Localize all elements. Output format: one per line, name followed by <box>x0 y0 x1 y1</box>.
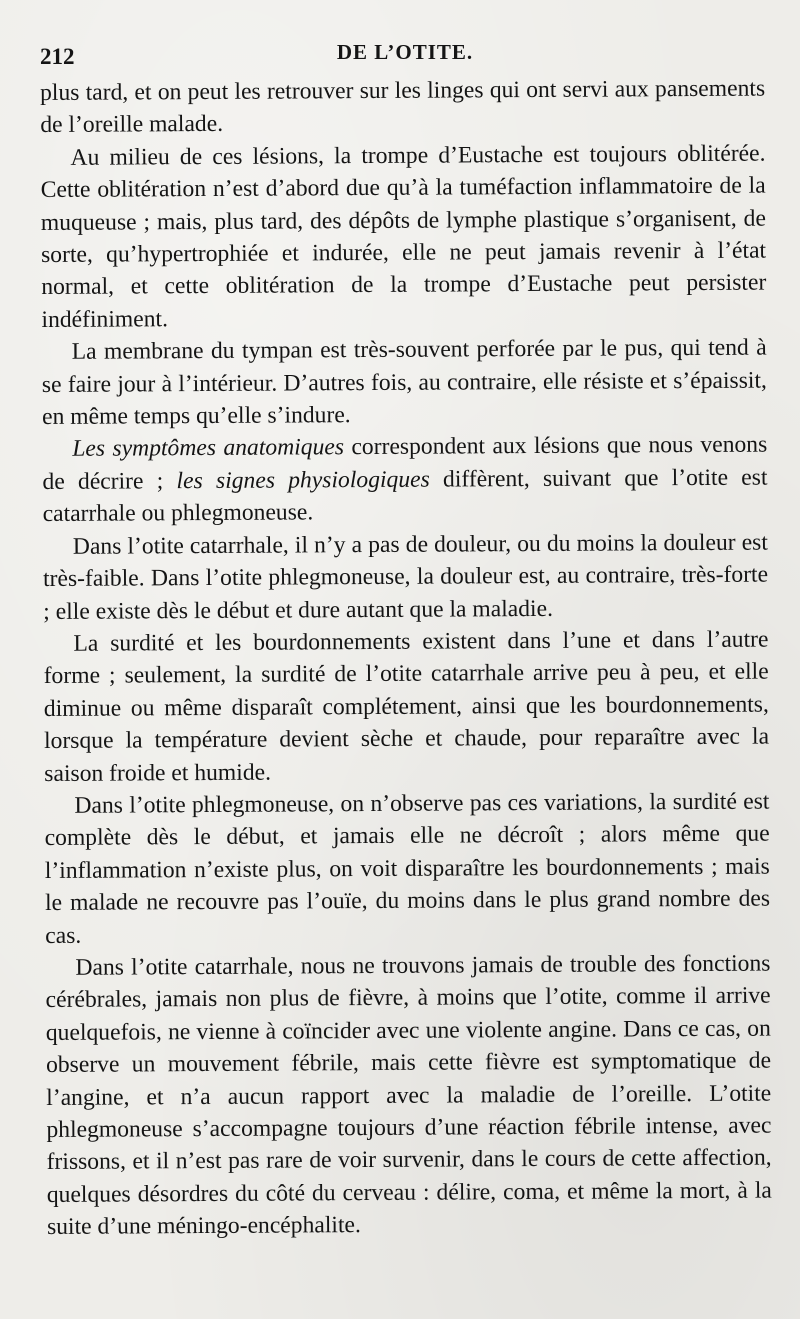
paragraph-7: Dans l’otite phlegmoneuse, on n’observe pas ces variations, la surdité est complète dès le début, et jamais elle ne décroît ; alors même que l’inflammation n’existe plus, on voit disparaître les bourdonnements ; mais le malade ne recouvre pas l’ouïe, du moins dans le plus grand nombre des cas. <box>44 788 771 949</box>
running-title: DE L’OTITE. <box>336 40 474 64</box>
paragraph-4-text-b: diffèrent, suivant que l’otite est catarrhale ou phlegmoneuse. <box>42 464 768 528</box>
paragraph-6: La surdité et les bourdonnements existent dans l’une et dans l’autre forme ; seulement, la surdité de l’otite catarrhale arrive peu à peu, et elle diminue ou même disparaît complétement, ainsi que les bourdonnements, lorsque la température devient sèche et chaude, pour reparaître avec la saison froide et humide. <box>43 626 770 787</box>
italic-phrase-signes: les signes physiologiques <box>176 466 430 495</box>
italic-phrase-symptomes: Les symptômes anatomiques <box>72 434 345 463</box>
body-text <box>40 73 772 1244</box>
paragraph-8: Dans l’otite catarrhale, nous ne trouvons jamais de trouble des fonctions cérébrales, jamais non plus de fièvre, à moins que l’otite, comme il arrive quelquefois, ne vienne à coïncider avec une violente angine. Dans ce cas, on observe un mouvement fébrile, mais cette fièvre est symptomatique de l’angine, et n’a aucun rapport avec la maladie de l’oreille. L’otite phlegmoneuse s’accompagne toujours d’une réaction fébrile intense, avec frissons, et il n’est pas rare de voir survenir, dans le cours de cette affection, quelques désordres du côté du cerveau : délire, coma, et même la mort, à la suite d’une méningo-encéphalite. <box>45 950 772 1241</box>
paragraph-5: Dans l’otite catarrhale, il n’y a pas de douleur, ou du moins la douleur est très-faible. Dans l’otite phlegmoneuse, la douleur est, au contraire, très-forte ; elle existe dès le début et dure autant que la maladie. <box>42 529 769 625</box>
paragraph-3: La membrane du tympan est très-souvent perforée par le pus, qui tend à se faire jour à l’intérieur. D’autres fois, au contraire, elle résiste et s’épaissit, en même temps qu’elle s’indure. <box>41 334 767 431</box>
page-number: 212 <box>40 44 75 69</box>
page-header <box>40 38 770 68</box>
paragraph-2: Au milieu de ces lésions, la trompe d’Eustache est toujours oblitérée. Cette oblitération n’est d’abord due qu’à la tuméfaction inflammatoire de la muqueuse ; mais, plus tard, des dépôts de lymphe plastique s’organisent, de sorte, qu’hypertrophiée et indurée, elle ne peut jamais revenir à l’état normal, et cette oblitération de la trompe d’Eustache peut persister indéfiniment. <box>40 140 767 333</box>
paragraph-1: plus tard, et on peut les retrouver sur les linges qui ont servi aux pansements de l’oreille malade. <box>40 75 766 139</box>
paragraph-4-text-a: correspondent aux lésions que nous venons de décrire ; <box>42 432 768 495</box>
paragraph-4 <box>42 429 768 531</box>
